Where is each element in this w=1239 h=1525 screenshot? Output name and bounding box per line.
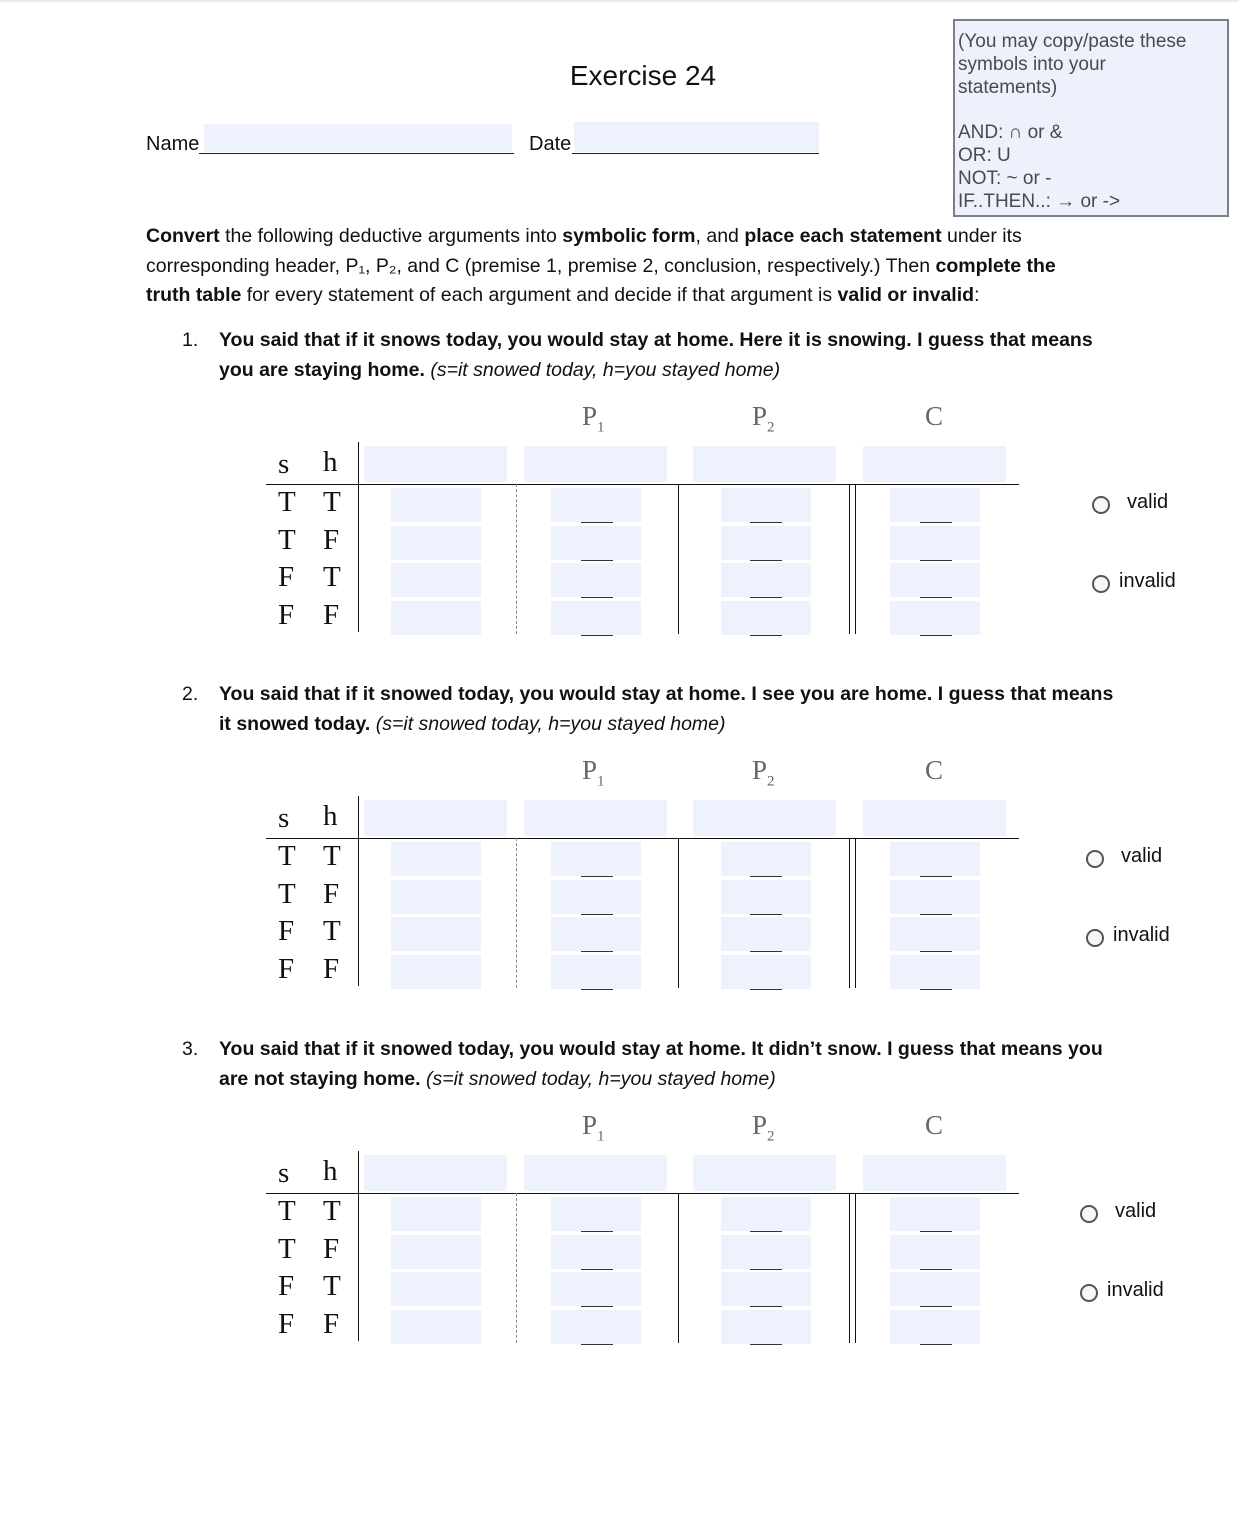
truth-value-h: F (323, 1232, 340, 1265)
p2-truth-cell[interactable] (721, 955, 811, 989)
statement-input-p1[interactable] (524, 1155, 667, 1191)
invalid-option[interactable] (1092, 570, 1202, 599)
var-s-header: s (278, 448, 290, 480)
var-h-header: h (323, 800, 338, 832)
statement-input-c[interactable] (863, 446, 1006, 482)
truth-value-h: T (323, 1195, 341, 1227)
instructions-line (146, 281, 1136, 311)
invalid-label: invalid (1119, 570, 1176, 592)
instructions-emphasis: truth table (146, 284, 242, 306)
truth-value-s: T (278, 877, 296, 910)
instructions-text: corresponding header, P₁, P₂, and C (premise 1, premise 2, conclusion, respectively.) Then (146, 254, 936, 277)
header-p2 (752, 401, 775, 436)
table-dotted-divider (516, 484, 517, 634)
symbols-note-line: (You may copy/paste these (958, 31, 1187, 52)
table-dotted-divider (516, 838, 517, 988)
answer-blank (920, 989, 952, 990)
answer-blank (581, 1231, 613, 1232)
statement-input-c[interactable] (863, 800, 1006, 836)
answer-blank (920, 522, 952, 523)
header-p2-letter: P (752, 755, 768, 785)
work-cell[interactable] (391, 601, 481, 635)
question-1 (146, 326, 1146, 386)
table-double-divider (849, 1193, 850, 1343)
var-s-header: s (278, 1157, 290, 1189)
statement-input-work[interactable] (364, 1155, 507, 1191)
header-p1-sub: 1 (597, 419, 605, 436)
date-label: Date (529, 133, 572, 155)
instructions-text: under its (941, 225, 1022, 247)
c-truth-cell[interactable] (890, 601, 980, 635)
answer-blank (750, 1269, 782, 1270)
answer-blank (750, 1306, 782, 1307)
truth-value-h: T (323, 1270, 341, 1302)
header-c: C (925, 401, 944, 431)
table-var-divider (358, 1151, 359, 1341)
statement-input-c[interactable] (863, 1155, 1006, 1191)
p1-truth-cell[interactable] (551, 917, 641, 951)
symbols-note-line: statements) (958, 77, 1058, 98)
question-2 (146, 680, 1146, 740)
p1-truth-cell[interactable] (551, 1235, 641, 1269)
valid-label: valid (1115, 1200, 1157, 1222)
answer-blank (581, 1306, 613, 1307)
answer-blank (920, 914, 952, 915)
question-line (219, 356, 1139, 386)
instructions-emphasis: symbolic form (562, 225, 696, 247)
truth-value-s: T (278, 1195, 296, 1227)
work-cell[interactable] (391, 526, 481, 560)
instructions-line (146, 252, 1136, 282)
p1-truth-cell[interactable] (551, 488, 641, 522)
p2-truth-cell[interactable] (721, 1235, 811, 1269)
table-divider (678, 484, 679, 634)
table-var-divider (358, 796, 359, 986)
header-p1 (582, 1110, 605, 1145)
statement-input-p2[interactable] (693, 446, 836, 482)
truth-value-s: T (278, 486, 296, 518)
work-cell[interactable] (391, 880, 481, 914)
p2-truth-cell[interactable] (721, 526, 811, 560)
header-p1-letter: P (582, 755, 598, 785)
header-p2 (752, 755, 775, 790)
answer-blank (920, 597, 952, 598)
answer-blank (750, 635, 782, 636)
var-s-header: s (278, 802, 290, 834)
valid-option[interactable] (1086, 845, 1186, 874)
p1-truth-cell[interactable] (551, 1310, 641, 1344)
var-h-header: h (323, 446, 338, 478)
p1-truth-cell[interactable] (551, 1197, 641, 1231)
header-p1 (582, 755, 605, 790)
truth-value-s: F (278, 915, 295, 947)
truth-value-s: F (278, 1270, 295, 1302)
question-line-bold: you are staying home. (219, 358, 425, 381)
answer-blank (581, 989, 613, 990)
c-truth-cell[interactable] (890, 842, 980, 876)
instructions-text: the following deductive arguments into (219, 225, 563, 247)
statement-input-p2[interactable] (693, 1155, 836, 1191)
p1-truth-cell[interactable] (551, 842, 641, 876)
question-3 (146, 1035, 1146, 1095)
p1-truth-cell[interactable] (551, 526, 641, 560)
instructions-emphasis: Convert (146, 225, 220, 247)
variable-key: (s=it snowed today, h=you stayed home) (430, 358, 781, 381)
question-line-bold: it snowed today. (219, 712, 371, 735)
table-double-divider (849, 484, 850, 634)
p2-truth-cell[interactable] (721, 488, 811, 522)
table-double-divider (855, 484, 856, 634)
p1-truth-cell[interactable] (551, 880, 641, 914)
answer-blank (920, 635, 952, 636)
p1-truth-cell[interactable] (551, 601, 641, 635)
c-truth-cell[interactable] (890, 1272, 980, 1306)
work-cell[interactable] (391, 1310, 481, 1344)
instructions-emphasis: valid or invalid (837, 284, 975, 306)
header-p2-letter: P (752, 401, 768, 431)
p2-truth-cell[interactable] (721, 1272, 811, 1306)
p1-truth-cell[interactable] (551, 563, 641, 597)
invalid-option[interactable] (1080, 1279, 1190, 1308)
instructions-line (146, 222, 1136, 252)
symbols-note-line: symbols into your (958, 54, 1106, 75)
work-cell[interactable] (391, 917, 481, 951)
instructions-emphasis: complete the (935, 254, 1056, 277)
statement-input-p1[interactable] (524, 800, 667, 836)
symbol-if-then: IF..THEN..: → or -> (958, 191, 1121, 212)
p2-truth-cell[interactable] (721, 563, 811, 597)
question-text (219, 326, 1139, 385)
valid-label: valid (1121, 845, 1163, 867)
work-cell[interactable] (391, 842, 481, 876)
instructions-text: for every statement of each argument and decide if that argument is (241, 284, 838, 306)
truth-value-h: T (323, 486, 341, 518)
invalid-label: invalid (1107, 1279, 1164, 1301)
variable-key: (s=it snowed today, h=you stayed home) (425, 1067, 776, 1090)
c-truth-cell[interactable] (890, 1235, 980, 1269)
answer-blank (920, 1231, 952, 1232)
answer-blank (581, 1269, 613, 1270)
table-divider (678, 838, 679, 988)
question-line: You said that if it snows today, you would stay at home. Here it is snowing. I guess that means (219, 329, 1093, 351)
work-cell[interactable] (391, 1235, 481, 1269)
date-field[interactable] (574, 122, 819, 152)
answer-blank (750, 522, 782, 523)
p2-truth-cell[interactable] (721, 880, 811, 914)
truth-value-s: T (278, 523, 296, 556)
invalid-option[interactable] (1086, 924, 1196, 953)
truth-value-s: T (278, 840, 296, 872)
instructions (146, 222, 1136, 311)
answer-blank (750, 876, 782, 877)
valid-radio[interactable] (1086, 850, 1104, 868)
question-line (219, 710, 1139, 740)
header-p1-letter: P (582, 401, 598, 431)
truth-value-h: F (323, 877, 340, 910)
answer-blank (920, 1344, 952, 1345)
question-line: You said that if it snowed today, you would stay at home. I see you are home. I guess that means (219, 683, 1114, 705)
work-cell[interactable] (391, 1272, 481, 1306)
header-p1-sub: 1 (597, 1128, 605, 1145)
question-line-bold: are not staying home. (219, 1067, 421, 1090)
table-var-divider (358, 442, 359, 632)
symbols-box (953, 19, 1229, 217)
p1-truth-cell[interactable] (551, 1272, 641, 1306)
symbol-or: OR: U (958, 145, 1011, 166)
p2-truth-cell[interactable] (721, 842, 811, 876)
answer-blank (750, 1231, 782, 1232)
answer-blank (750, 560, 782, 561)
question-number: 1. (182, 329, 199, 351)
answer-blank (581, 635, 613, 636)
truth-value-s: F (278, 952, 295, 985)
answer-blank (581, 1344, 613, 1345)
header-c: C (925, 755, 944, 785)
answer-blank (750, 951, 782, 952)
c-truth-cell[interactable] (890, 526, 980, 560)
instructions-text: , and (695, 225, 745, 247)
statement-input-work[interactable] (364, 446, 507, 482)
instructions-emphasis: place each statement (744, 225, 942, 247)
answer-blank (750, 914, 782, 915)
answer-blank (920, 560, 952, 561)
header-p2-sub: 2 (767, 419, 775, 436)
page-top-edge (0, 0, 1239, 3)
answer-blank (581, 876, 613, 877)
header-p1-letter: P (582, 1110, 598, 1140)
answer-blank (581, 597, 613, 598)
answer-blank (581, 522, 613, 523)
name-label: Name (146, 133, 200, 155)
question-number: 3. (182, 1038, 199, 1060)
statement-input-work[interactable] (364, 800, 507, 836)
work-cell[interactable] (391, 488, 481, 522)
table-header-rule (266, 1193, 1019, 1194)
p2-truth-cell[interactable] (721, 1310, 811, 1344)
header-c: C (925, 1110, 944, 1140)
c-truth-cell[interactable] (890, 917, 980, 951)
truth-value-s: F (278, 598, 295, 631)
answer-blank (920, 951, 952, 952)
truth-value-s: T (278, 1232, 296, 1265)
answer-blank (920, 876, 952, 877)
table-double-divider (855, 838, 856, 988)
answer-blank (581, 560, 613, 561)
p2-truth-cell[interactable] (721, 1197, 811, 1231)
c-truth-cell[interactable] (890, 563, 980, 597)
statement-input-p2[interactable] (693, 800, 836, 836)
answer-blank (750, 989, 782, 990)
statement-input-p1[interactable] (524, 446, 667, 482)
page-title: Exercise 24 (569, 60, 717, 91)
valid-label: valid (1127, 491, 1169, 513)
symbol-and: AND: ∩ or & (958, 122, 1063, 143)
instructions-text: : (974, 284, 980, 306)
valid-option[interactable] (1080, 1200, 1180, 1229)
invalid-radio[interactable] (1080, 1284, 1098, 1302)
name-field[interactable] (204, 124, 512, 152)
answer-blank (750, 597, 782, 598)
question-number: 2. (182, 683, 199, 705)
work-cell[interactable] (391, 1197, 481, 1231)
question-line (219, 1065, 1139, 1095)
c-truth-cell[interactable] (890, 1197, 980, 1231)
table-divider (678, 1193, 679, 1343)
truth-value-h: F (323, 523, 340, 556)
valid-radio[interactable] (1080, 1205, 1098, 1223)
header-p1 (582, 401, 605, 436)
header-p2-sub: 2 (767, 1128, 775, 1145)
invalid-radio[interactable] (1092, 575, 1110, 593)
truth-value-h: T (323, 915, 341, 947)
truth-value-h: T (323, 840, 341, 872)
p2-truth-cell[interactable] (721, 601, 811, 635)
c-truth-cell[interactable] (890, 1310, 980, 1344)
truth-value-s: F (278, 1307, 295, 1340)
header-p2-sub: 2 (767, 773, 775, 790)
c-truth-cell[interactable] (890, 488, 980, 522)
p1-truth-cell[interactable] (551, 955, 641, 989)
question-text (219, 1035, 1139, 1094)
work-cell[interactable] (391, 955, 481, 989)
answer-blank (581, 951, 613, 952)
invalid-label: invalid (1113, 924, 1170, 946)
p2-truth-cell[interactable] (721, 917, 811, 951)
c-truth-cell[interactable] (890, 955, 980, 989)
answer-blank (750, 1344, 782, 1345)
header-p2 (752, 1110, 775, 1145)
truth-value-h: F (323, 952, 340, 985)
table-header-rule (266, 484, 1019, 485)
valid-radio[interactable] (1092, 496, 1110, 514)
c-truth-cell[interactable] (890, 880, 980, 914)
truth-value-s: F (278, 561, 295, 593)
table-double-divider (849, 838, 850, 988)
var-h-header: h (323, 1155, 338, 1187)
question-text (219, 680, 1139, 739)
answer-blank (581, 914, 613, 915)
variable-key: (s=it snowed today, h=you stayed home) (375, 712, 726, 735)
table-double-divider (855, 1193, 856, 1343)
table-dotted-divider (516, 1193, 517, 1343)
header-p1-sub: 1 (597, 773, 605, 790)
truth-value-h: T (323, 561, 341, 593)
truth-value-h: F (323, 1307, 340, 1340)
valid-option[interactable] (1092, 491, 1192, 520)
symbol-not: NOT: ~ or - (958, 168, 1052, 189)
question-line: You said that if it snowed today, you would stay at home. It didn’t snow. I guess that means you (219, 1038, 1103, 1060)
truth-value-h: F (323, 598, 340, 631)
answer-blank (920, 1269, 952, 1270)
answer-blank (920, 1306, 952, 1307)
work-cell[interactable] (391, 563, 481, 597)
invalid-radio[interactable] (1086, 929, 1104, 947)
header-p2-letter: P (752, 1110, 768, 1140)
table-header-rule (266, 838, 1019, 839)
